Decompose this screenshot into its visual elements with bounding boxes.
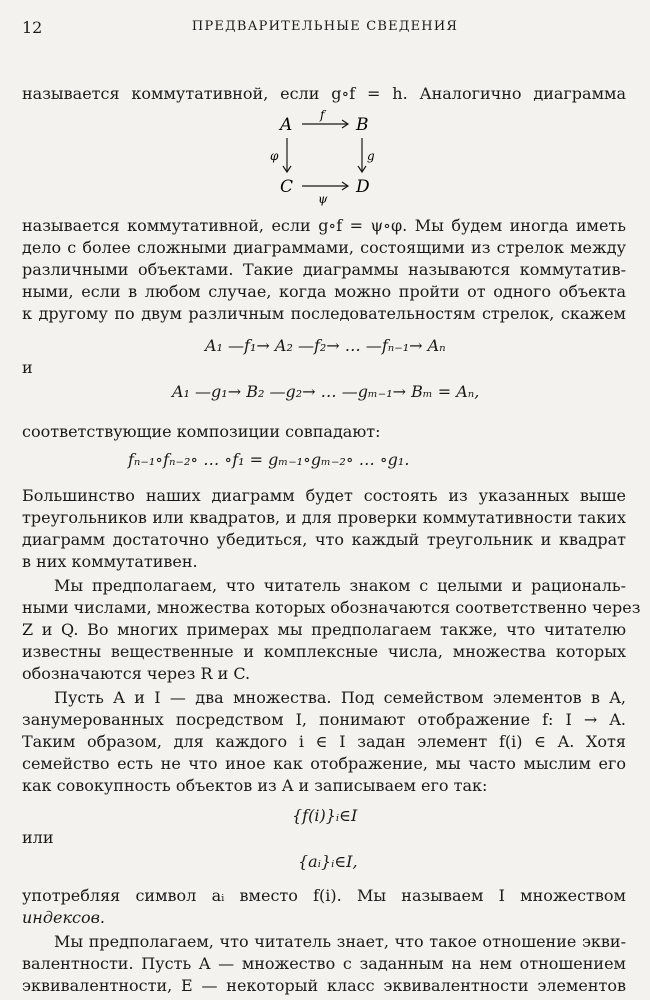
text-line: ными, если в любом случае, когда можно пройти от одного объекта (22, 282, 626, 301)
text-line: дело с более сложными диаграммами, состоящими из стрелок между (22, 238, 626, 257)
text-line: и (22, 358, 33, 377)
arrow-label-g: g (367, 149, 375, 163)
text-line: как совокупность объектов из A и записываем его так: (22, 776, 488, 795)
diagram-node-C: C (280, 177, 294, 197)
text-line: валентности. Пусть A — множество с заданным на нем отношением (22, 954, 626, 973)
text-line: в них коммутативен. (22, 552, 198, 571)
arrow-psi (302, 182, 348, 190)
text-line: известны вещественные и комплексные числа, множества которых (22, 642, 626, 661)
text-line: эквивалентности, E — некоторый класс эквивалентности элементов (22, 976, 626, 995)
diagram-node-D: D (356, 177, 370, 197)
text-line: семейство есть не что иное как отображение, мы часто мыслим его (22, 754, 626, 773)
text-line: называется коммутативной, если g∘f = h. Аналогично диаграмма (22, 84, 626, 103)
text-line: диаграмм достаточно убедиться, что каждый треугольник и квадрат (22, 530, 626, 549)
text-line: Мы предполагаем, что читатель знаком с целыми и рациональ- (54, 576, 626, 595)
formula-chain-b: A₁ —g₁→ B₂ —g₂→ … —gₘ₋₁→ Bₘ = Aₙ, (172, 382, 480, 401)
diagram-node-B: B (356, 115, 369, 135)
text-line: обозначаются через R и C. (22, 664, 251, 683)
page-number: 12 (22, 18, 43, 37)
formula-composition: fₙ₋₁∘fₙ₋₂∘ … ∘f₁ = gₘ₋₁∘gₘ₋₂∘ … ∘g₁. (128, 450, 410, 469)
arrow-phi (283, 138, 291, 172)
arrow-label-f: f (320, 108, 325, 122)
text-line: Большинство наших диаграмм будет состоять из указанных выше (22, 486, 626, 505)
text-line: ными числами, множества которых обозначаются соответственно через (22, 598, 641, 617)
arrow-f (302, 120, 348, 128)
commutative-square-diagram (262, 108, 392, 208)
text-line: употребляя символ aᵢ вместо f(i). Мы называем I множеством (22, 886, 626, 905)
text-line: Мы предполагаем, что читатель знает, что такое отношение экви- (54, 932, 626, 951)
arrow-g (358, 138, 366, 172)
formula-family-a: {aᵢ}ᵢ∈I, (298, 852, 358, 871)
text-line: различными объектами. Такие диаграммы называются коммутатив- (22, 260, 626, 279)
formula-chain-a: A₁ —f₁→ A₂ —f₂→ … —fₙ₋₁→ Aₙ (205, 336, 446, 355)
arrow-label-phi: φ (270, 149, 279, 163)
text-line: треугольников или квадратов, и для проверки коммутативности таких (22, 508, 626, 527)
text-line: к другому по двум различным последовательностям стрелок, скажем (22, 304, 626, 323)
text-line: соответствующие композиции совпадают: (22, 422, 381, 441)
running-title: ПРЕДВАРИТЕЛЬНЫЕ СВЕДЕНИЯ (191, 19, 459, 34)
text-line: Таким образом, для каждого i ∈ I задан элемент f(i) ∈ A. Хотя (22, 732, 626, 751)
text-line: или (22, 828, 54, 847)
diagram-node-A: A (280, 115, 293, 135)
text-line: занумерованных посредством I, понимают отображение f: I → A. (22, 710, 626, 729)
text-line: называется коммутативной, если g∘f = ψ∘φ. Мы будем иногда иметь (22, 216, 626, 235)
text-line: Z и Q. Во многих примерах мы предполагаем также, что читателю (22, 620, 626, 639)
arrow-label-psi: ψ (318, 192, 328, 206)
formula-family-f: {f(i)}ᵢ∈I (292, 806, 358, 825)
text-line: Пусть A и I — два множества. Под семейством элементов в A, (54, 688, 626, 707)
text-line: индексов. (22, 908, 105, 927)
page-header (22, 18, 628, 42)
